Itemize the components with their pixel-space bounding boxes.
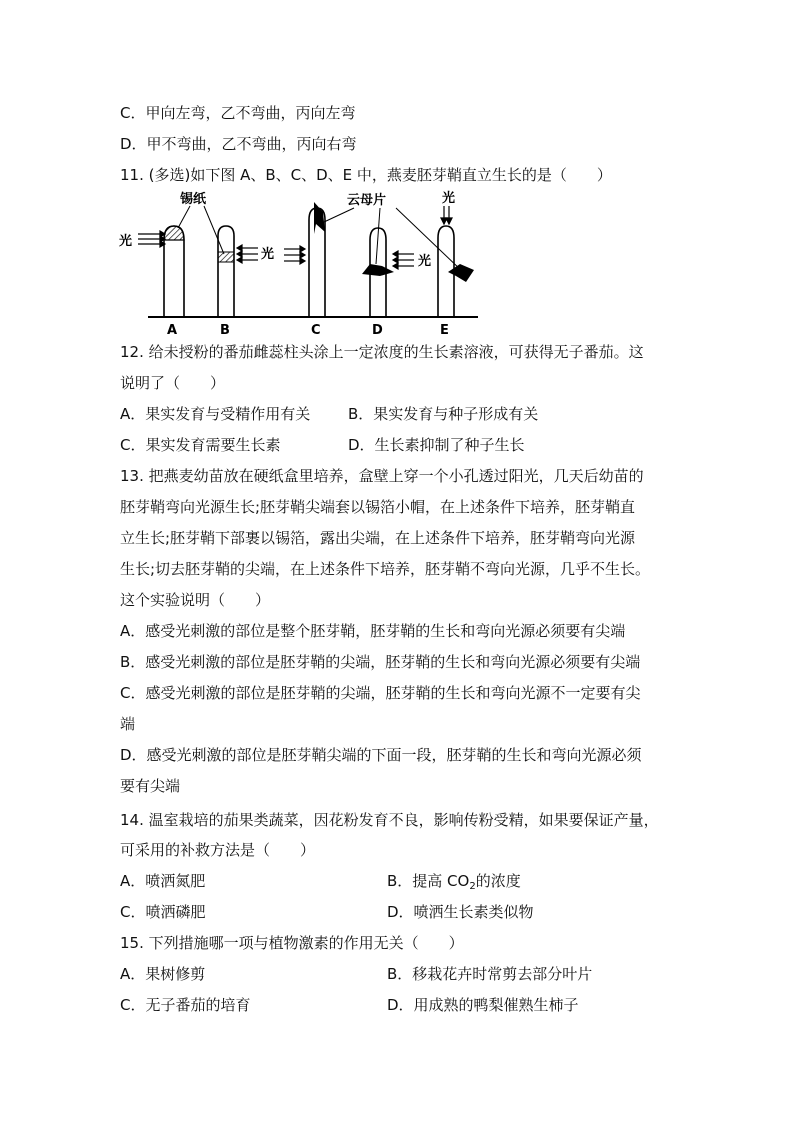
light-arrows-b (237, 245, 258, 263)
letter-c: C (311, 323, 321, 338)
foil-label: 锡纸 (180, 192, 207, 207)
q14-option-b-subscript: 2 (469, 881, 476, 892)
coleoptile-c (309, 202, 325, 317)
q12-option-b: B．果实发育与种子形成有关 (348, 405, 539, 423)
letter-d: D (372, 323, 383, 338)
q13-option-b: B．感受光刺激的部位是胚芽鞘的尖端，胚芽鞘的生长和弯向光源必须要有尖端 (120, 653, 641, 671)
q12-option-a: A．果实发育与受精作用有关 (120, 405, 311, 423)
q10-option-d: D．甲不弯曲，乙不弯曲，丙向右弯 (120, 135, 357, 153)
letter-e: E (440, 323, 449, 338)
light-arrows-c (284, 246, 305, 264)
q14-stem-line1: 14. 温室栽培的茄果类蔬菜，因花粉发育不良，影响传粉受精，如果要保证产量， (120, 811, 659, 829)
q12-option-c: C．果实发育需要生长素 (120, 436, 281, 454)
light-arrows-d (393, 251, 414, 269)
q13-option-c-line2: 端 (120, 715, 136, 733)
q14-option-a: A．喷洒氮肥 (120, 872, 206, 890)
q13-option-a: A．感受光刺激的部位是整个胚芽鞘，胚芽鞘的生长和弯向光源必须要有尖端 (120, 622, 626, 640)
q13-stem-line3: 立生长;胚芽鞘下部裹以锡箔，露出尖端，在上述条件下培养，胚芽鞘弯向光源 (120, 529, 636, 547)
q15-option-b: B．移栽花卉时常剪去部分叶片 (387, 965, 593, 983)
coleoptile-a (164, 226, 184, 317)
light-arrows-a (138, 231, 165, 247)
q12-stem-line1: 12. 给未授粉的番茄雌蕊柱头涂上一定浓度的生长素溶液，可获得无子番茄。这 (120, 343, 644, 361)
q12-stem-line2: 说明了（ ） (120, 374, 226, 392)
q13-option-c-line1: C．感受光刺激的部位是胚芽鞘的尖端，胚芽鞘的生长和弯向光源不一定要有尖 (120, 684, 641, 702)
q13-option-d-line1: D．感受光刺激的部位是胚芽鞘尖端的下面一段，胚芽鞘的生长和弯向光源必须 (120, 746, 642, 764)
q13-stem-line4: 生长;切去胚芽鞘的尖端，在上述条件下培养，胚芽鞘不弯向光源，几乎不生长。 (120, 560, 651, 578)
letter-a: A (167, 323, 178, 338)
q13-stem-line1: 13. 把燕麦幼苗放在硬纸盒里培养，盒壁上穿一个小孔透过阳光，几天后幼苗的 (120, 467, 644, 485)
light-label-d: 光 (418, 254, 432, 269)
mica-label: 云母片 (347, 193, 387, 208)
q12-option-d: D．生长素抑制了种子生长 (348, 436, 525, 454)
q11-stem: 11. (多选)如下图 A、B、C、D、E 中，燕麦胚芽鞘直立生长的是（ ） (120, 166, 612, 184)
q10-option-c: C．甲向左弯，乙不弯曲，丙向左弯 (120, 104, 356, 122)
light-label-a: 光 (119, 234, 133, 249)
q13-option-d-line2: 要有尖端 (120, 777, 181, 795)
q13-stem-line5: 这个实验说明（ ） (120, 591, 271, 609)
q14-option-c: C．喷洒磷肥 (120, 903, 206, 921)
letter-b: B (220, 323, 230, 338)
light-label-e: 光 (442, 191, 456, 206)
q14-option-d: D．喷洒生长素类似物 (387, 903, 534, 921)
coleoptile-figure (118, 188, 488, 338)
q15-option-d: D．用成熟的鸭梨催熟生柿子 (387, 996, 579, 1014)
coleoptile-e (438, 226, 474, 317)
light-label-b: 光 (261, 247, 275, 262)
q14-option-b-suffix: 的浓度 (475, 872, 521, 890)
q14-option-b-text: B．提高 CO (387, 872, 470, 890)
q15-stem: 15. 下列措施哪一项与植物激素的作用无关（ ） (120, 934, 464, 952)
light-arrows-e (441, 206, 452, 224)
q13-stem-line2: 胚芽鞘弯向光源生长;胚芽鞘尖端套以锡箔小帽，在上述条件下培养，胚芽鞘直 (120, 498, 636, 516)
q14-option-b (387, 871, 521, 891)
coleoptile-b (218, 226, 234, 317)
q15-option-c: C．无子番茄的培育 (120, 996, 251, 1014)
q14-stem-line2: 可采用的补救方法是（ ） (120, 841, 316, 859)
q15-option-a: A．果树修剪 (120, 965, 206, 983)
